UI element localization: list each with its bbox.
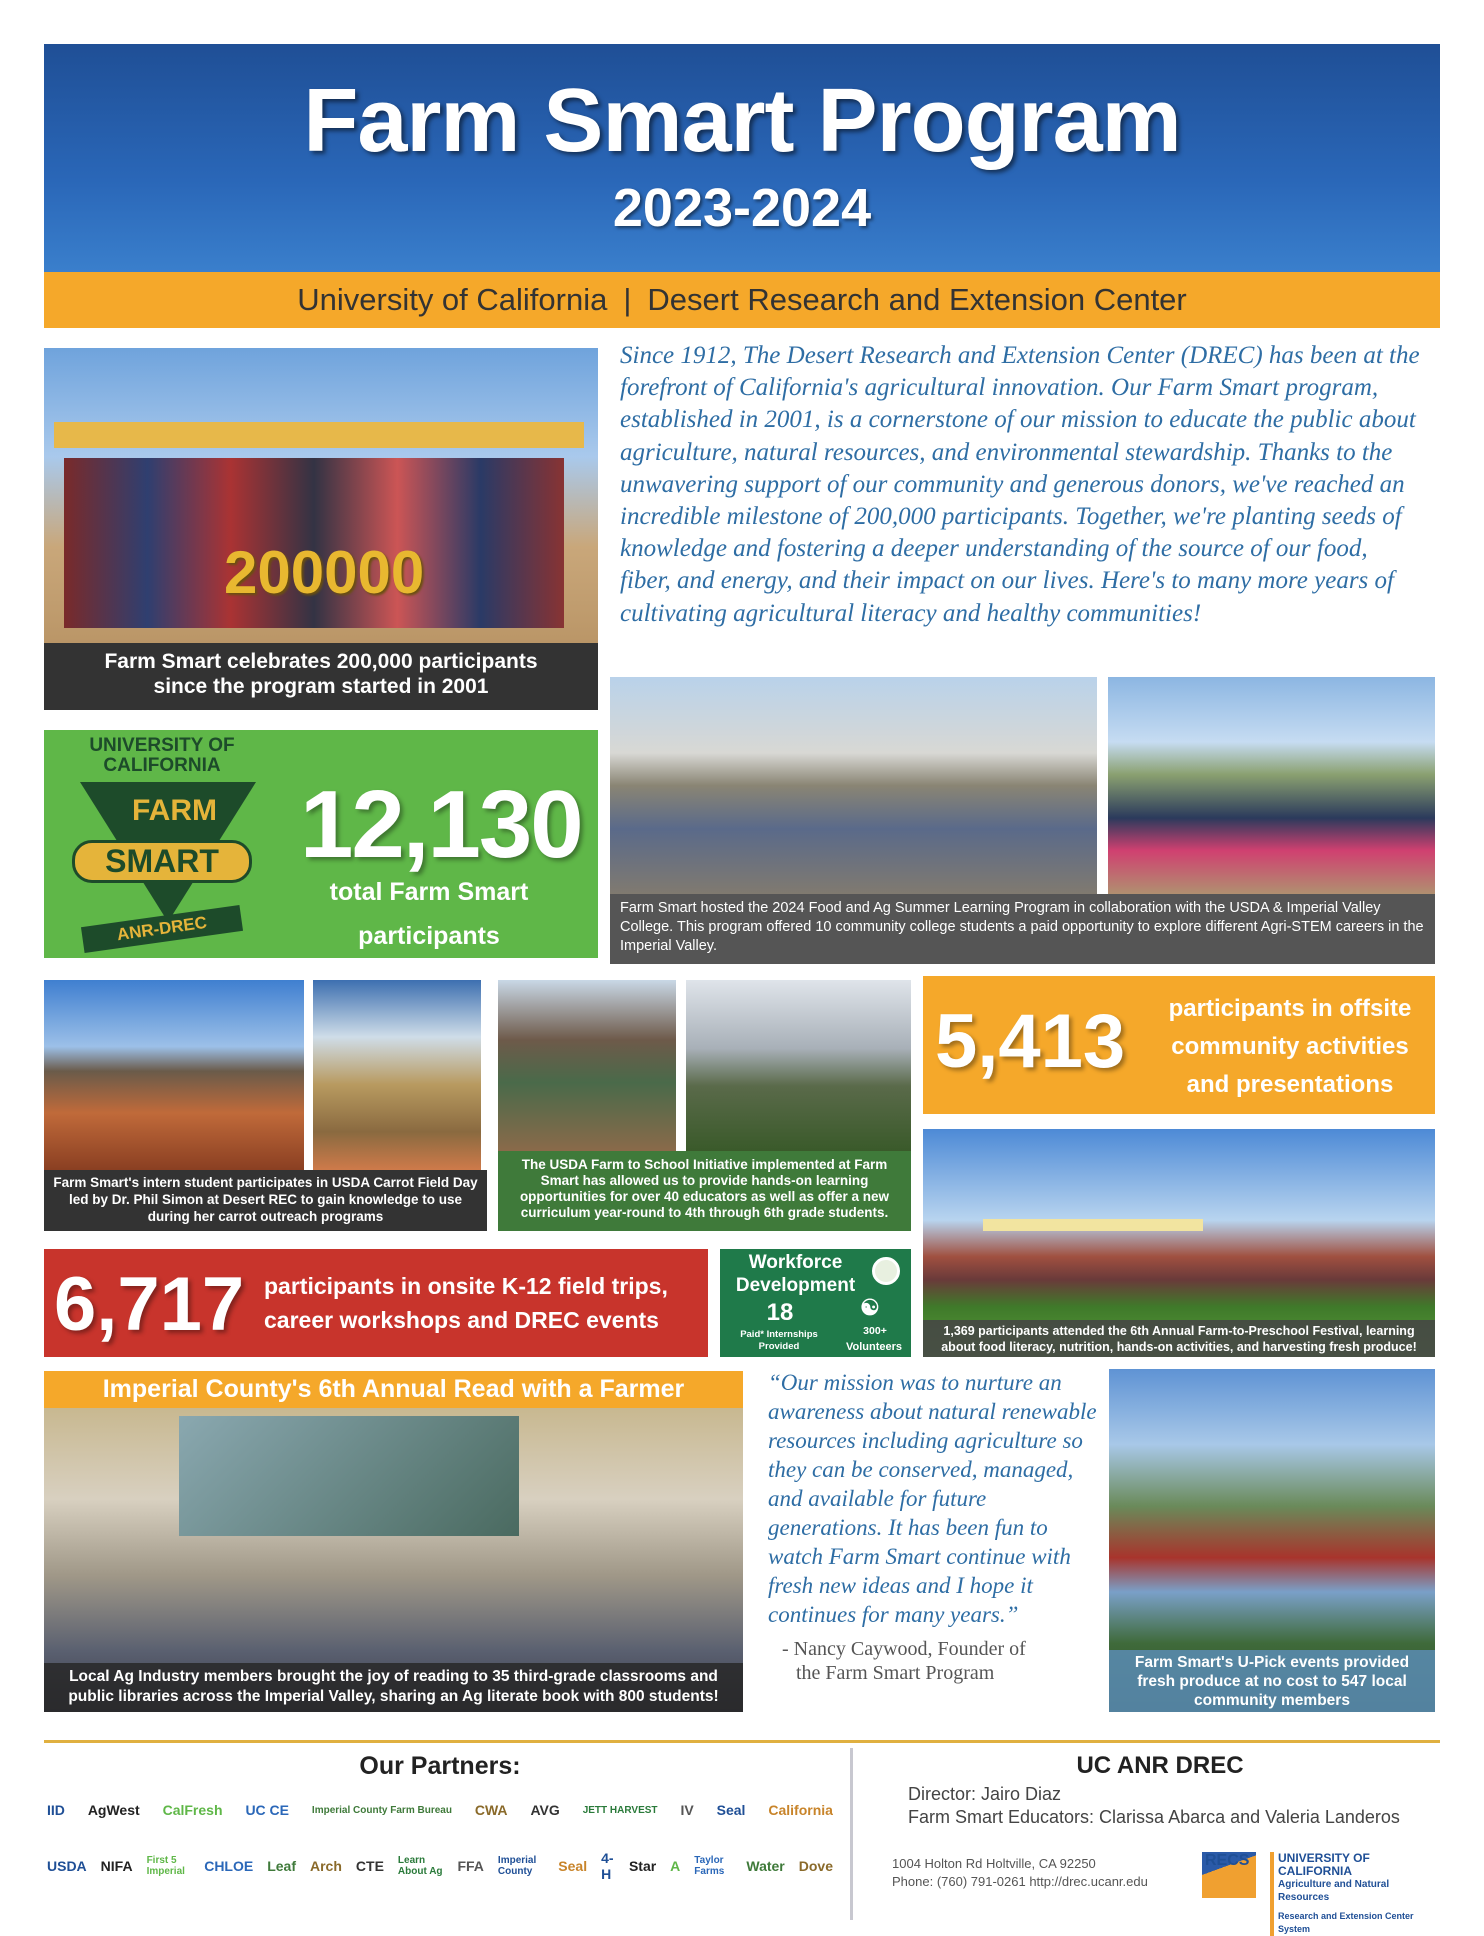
contact-title: UC ANR DREC [1076,1752,1244,1779]
total-value: 12,130 [300,771,582,878]
partner-logo: Seal [558,1858,588,1874]
partner-logo: Arch [310,1858,342,1874]
label-line: community activities [1171,1033,1409,1060]
quote-attribution [768,1637,1098,1685]
partner-logo: First 5 Imperial [146,1855,185,1877]
label-line: total Farm Smart [329,878,529,906]
read-farmer-photo [44,1408,743,1712]
internships-label [724,1329,834,1353]
partner-logo: Taylor Farms [694,1855,725,1877]
total-participants-box [44,730,598,958]
balloons: 200000 [224,539,425,606]
partner-logo: CHLOE [204,1858,254,1874]
band-right: Desert Research and Extension Center [647,282,1187,317]
logo-smart: SMART [72,840,252,883]
partner-logo: IID [47,1802,65,1818]
onsite-value: 6,717 [54,1262,245,1347]
offsite-stat-box [923,976,1435,1114]
institution-band [44,272,1440,328]
tent [983,1219,1203,1231]
partner-logo: AVG [530,1802,560,1818]
carrot-caption: Farm Smart's intern student participates in USDA Carrot Field Day led by Dr. Phil Simon at Desert REC to gain knowledge to use during her carrot outreach programs [44,1170,487,1231]
partner-logo: Learn About Ag [397,1855,443,1877]
label-line: participants in onsite K-12 field trips, [264,1273,668,1299]
page-years: 2023-2024 [612,178,872,238]
logo-farm: FARM [132,794,217,827]
offsite-label [1145,990,1435,1104]
read-farmer-title: Imperial County's 6th Annual Read with a Farmer [44,1371,743,1408]
upick-photo [1109,1369,1435,1712]
partner-logo: Water [746,1858,785,1874]
founder-quote [768,1368,1098,1685]
projector-screen [179,1416,519,1536]
page-title: Farm Smart Program [303,71,1181,171]
logo-line: Agriculture and Natural Resources [1278,1879,1390,1903]
globe-icon [872,1257,900,1285]
phone: Phone: (760) 791-0261 http://drec.ucanr.edu [892,1874,1148,1889]
preschool-festival-photo [923,1129,1435,1357]
total-label [284,870,574,958]
partners-section [40,1752,840,1891]
partner-logo: CalFresh [162,1802,223,1818]
preschool-caption: 1,369 participants attended the 6th Annual Farm-to-Preschool Festival, learning about food literacy, nutrition, hands-on activities, and harvesting fresh produce! [923,1320,1435,1357]
uc-anr-logo [1270,1852,1440,1936]
band-separator: | [623,282,632,317]
educators: Farm Smart Educators: Clarissa Abarca and Valeria Landeros [908,1807,1400,1827]
workforce-title [728,1251,863,1297]
header-banner [44,44,1440,272]
label-line: participants [358,922,500,950]
caption-line: since the program started in 2001 [153,675,489,698]
onsite-stat-box [44,1249,708,1357]
hero-caption [44,643,598,710]
wagon-canopy [54,422,584,448]
director: Director: Jairo Diaz [908,1784,1062,1804]
carrot-field-photo [44,980,304,1170]
title-line: Development [735,1275,856,1296]
footer-vertical-divider [850,1748,853,1920]
farm-to-school-photo-1 [498,980,676,1151]
partner-logo: AgWest [87,1802,140,1818]
farm-to-school-caption: The USDA Farm to School Initiative implemented at Farm Smart has allowed us to provide hands-on learning opportunities for over 40 educators as well as offer a new curriculum year-round to 4th through 6th grade students. [498,1151,911,1231]
upick-caption: Farm Smart's U-Pick events provided fresh produce at no cost to 547 local community members [1109,1650,1435,1712]
volunteers-label: Volunteers [845,1341,903,1353]
internships-value: 18 [766,1299,794,1326]
partner-logo: 4-H [601,1850,614,1882]
partner-logo: Imperial County Farm Bureau [311,1804,452,1816]
intro-paragraph: Since 1912, The Desert Research and Extension Center (DREC) has been at the forefront of California's agricultural innovation. Our Farm Smart program, established in 2001, is a cornerstone of our mission to educate the public about agriculture, natural resources, and environmental stewardship. Thanks to the unwavering support of our community and generous donors, we've reached an incredible milestone of 200,000 participants. Together, we're planting seeds of knowledge and fostering a deeper understanding of the source of our food, fiber, and energy, and their impact on our lives. Here's to many more years of cultivating agricultural literacy and healthy communities! [620,342,1420,627]
volunteers-value: 300+ [863,1325,887,1337]
quote-text: “Our mission was to nurture an awareness about natural renewable resources including agriculture so they can be conserved, managed, and available for future generations. It has been fun to watch Farm Smart continue with fresh new ideas and I hope it continues for many years.” [768,1370,1097,1627]
partner-logo: IV [680,1802,694,1818]
partner-logo: CWA [474,1802,508,1818]
partner-logo: Dove [798,1858,833,1874]
label-line: and presentations [1186,1071,1394,1098]
farm-smart-logo [62,736,262,952]
footer-divider-line [44,1740,1440,1743]
partners-title: Our Partners: [359,1752,521,1780]
read-farmer-caption: Local Ag Industry members brought the joy of reading to 35 third-grade classrooms and public libraries across the Imperial Valley, sharing an Ag literate book with 800 students! [44,1663,743,1712]
hero-photo [44,348,598,710]
summer-program-photo-2 [1108,677,1435,894]
partner-logo: CTE [355,1858,384,1874]
logo-top: UNIVERSITY OF CALIFORNIA [89,735,235,776]
partner-logo: UC CE [245,1802,289,1818]
logo-line: UNIVERSITY OF CALIFORNIA [1278,1851,1370,1878]
partner-logo: USDA [47,1858,87,1874]
volunteers-icon: ☯ [860,1295,880,1320]
label-line: Paid* Internships [740,1329,818,1340]
partner-logo: A [670,1858,681,1874]
partner-logo: California [768,1802,833,1818]
recs-logo [1202,1852,1256,1898]
partner-logos-row-1 [40,1785,840,1835]
partner-logo: Leaf [267,1858,296,1874]
partner-logo: FFA [457,1858,484,1874]
partner-logos-row-2 [40,1841,840,1891]
caption-line: Farm Smart celebrates 200,000 participants [104,650,538,673]
label-line: Provided [758,1341,800,1352]
partner-logo: JETT HARVEST [582,1804,658,1816]
label-line: career workshops and DREC events [264,1307,659,1333]
partner-logo: Imperial County [497,1855,537,1877]
logo-ribbon: ANR-DREC [81,905,243,953]
band-left: University of California [297,282,608,317]
summer-program-caption: Farm Smart hosted the 2024 Food and Ag Summer Learning Program in collaboration with the USDA & Imperial Valley College. This program offered 10 community college students a paid opportunity to explore different Agri-STEM careers in the Imperial Valley. [610,894,1435,964]
attribution-line: the Farm Smart Program [796,1662,995,1684]
title-line: Workforce [748,1252,843,1273]
summer-program-photo-1 [610,677,1097,894]
offsite-value: 5,413 [935,999,1126,1084]
logo-line: Research and Extension Center System [1278,1911,1414,1934]
onsite-label [264,1269,668,1337]
attribution-line: - Nancy Caywood, Founder of [782,1638,1026,1660]
farm-to-school-photo-2 [686,980,911,1151]
partner-logo: Seal [716,1802,746,1818]
workforce-box [720,1249,911,1357]
partner-logo: Star [628,1858,657,1874]
label-line: participants in offsite [1168,995,1412,1022]
address: 1004 Holton Rd Holtville, CA 92250 [892,1856,1096,1871]
intern-photo [313,980,481,1170]
recs-logo-text: RECS [1205,1852,1250,1869]
contact-section [880,1752,1440,1934]
partner-logo: NIFA [100,1858,133,1874]
